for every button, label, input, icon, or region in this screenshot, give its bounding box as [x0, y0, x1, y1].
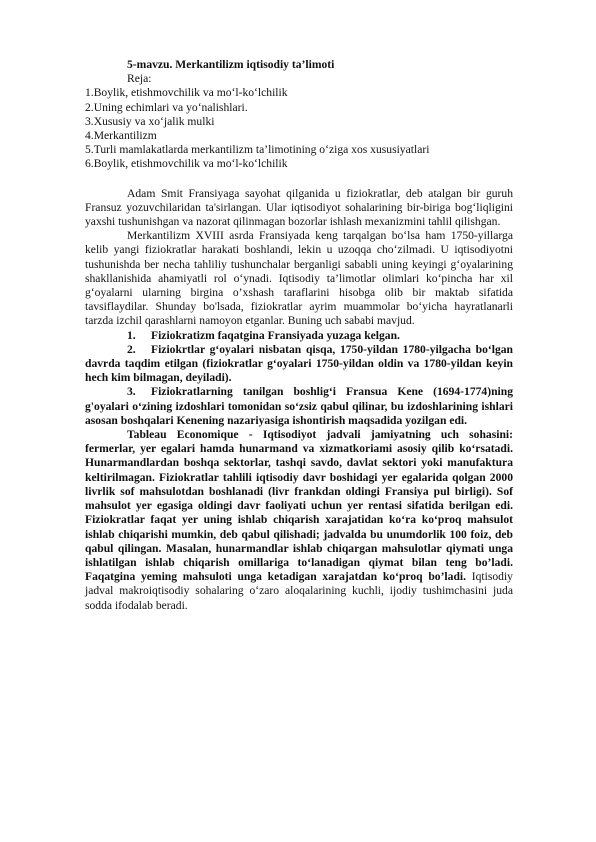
- reason-text: Fiziokratizm faqatgina Fransiyada yuzaga kelgan.: [151, 328, 400, 342]
- paragraph-intro: Adam Smit Fransiyaga sayohat qilganida u fiziokratlar, deb atalgan bir guruh Fransuz yozuvchilaridan ta'sirlangan. Ular iqtisodiyot sohalarining bir-biriga bog‘liqligini yaxshi tushunishgan va nazorat qilinmagan bozorlar ishlash mexanizmini tahlil qilishgan.: [85, 186, 513, 229]
- reason-item: [85, 343, 513, 386]
- reason-text: Fiziokratlarning tanilgan boshlig‘i Fransua Kene (1694-1774)ning g'oyalari o‘zining izdoshlari tomonidan so‘zsiz qabul qilinar, bu izdoshlarining ishlari asosan boshqalari Kenening nazariyasiga ishontirish maqsadida yozilgan edi.: [85, 385, 513, 427]
- reason-item: [85, 385, 513, 428]
- paragraph-tableau: [85, 428, 513, 613]
- reason-item: [85, 329, 513, 343]
- reason-number: 3.: [127, 385, 136, 399]
- plan-item: 6.Boylik, etishmovchilik va mo‘l-ko‘lchilik: [85, 157, 288, 171]
- tableau-normal-text: Iqtisodiy jadval makroiqtisodiy sohalaring o‘zaro aloqalarining kuchli, ijodiy tushimchasini juda sodda ifodalab beradi.: [85, 570, 513, 612]
- reason-text: Fiziokrtlar g‘oyalari nisbatan qisqa, 1750-yildan 1780-yilgacha bo‘lgan davrda taqdim etilgan (fiziokratlar g‘oyalari 1750-yildan oldin va 1780-yildan keyin hech kim bilmagan, deyiladi).: [85, 342, 513, 385]
- plan-heading: Reja:: [127, 72, 152, 86]
- reason-number: 2.: [127, 342, 136, 356]
- reason-number: 1.: [127, 328, 136, 342]
- plan-list: [85, 86, 513, 171]
- tableau-bold-text: Tableau Economique - Iqtisodiyot jadvali jamiyatning uch sohasini: fermerlar, yer egalari hamda hunarmand va xizmatkoriami asosiy qilib ko‘rsatadi. Hunarmandlardan boshqa sektorlar, tashqi savdo, davlat sektori yoki manufaktura keltirilmagan. Fiziokratlar tahlili iqtisodiy davr boshidagi yer egalarida qolgan 2000 livrlik sof mahsulotdan boshlanadi (livr frankdan oldingi Fransiya pul birligi). Sof mahsulot yer egasiga oldingi davr faoliyati uchun yer rentasi sifatida berilgan edi. Fiziokratlar faqat yer uning ishlab chiqarish xarajatidan ko‘ra ko‘proq mahsulot ishlab chiqarishi mumkin, deb qabul qilishadi; jadvalda bu unumdorlik 100 foiz, deb qabul qilingan. Masalan, hunarmandlar ishlab chiqargan mahsulotlar qiymati unga ishlatilgan ishlab chiqarish omillariga to‘lanadigan qiymat bilan teng bo’ladi. Faqatgina yeming mahsuloti unga ketadigan xarajatdan ko‘proq bo’ladi.: [85, 428, 513, 584]
- plan-item: 1.Boylik, etishmovchilik va mo‘l-ko‘lchilik: [85, 86, 288, 100]
- document-title: 5-mavzu. Merkantilizm iqtisodiy ta’limoti: [127, 58, 335, 71]
- document-page: [85, 58, 513, 613]
- plan-item: 3.Xususiy va xo‘jalik mulki: [85, 114, 215, 128]
- paragraph-mercantilism: Merkantilizm XVIII asrda Fransiyada keng tarqalgan bo‘lsa ham 1750-yillarga kelib yangi fiziokratlar harakati boshlandi, lekin u uzoqqa cho‘zilmadi. U iqtisodiyotni tushunishda ber necha tahliliy tushunchalar berganligi sababli uning keyingi g‘oyalarining shakllanishida ahamiyatli rol o‘ynadi. Iqtisodiy ta’limotlar olimlari ko‘pincha har xil g‘oyalarni ularning birgina o’xshash taraflarini hisobga olib bir maktab sifatida tavsiflaydilar. Shunday bo'lsada, fiziokratlar ayrim muammolar bo‘yicha hayratlanarli tarzda izchil qarashlarni namoyon etganlar. Buning uch sababi mavjud.: [85, 229, 513, 328]
- plan-item: 5.Turli mamlakatlarda merkantilizm ta’limotining o‘ziga xos xususiyatlari: [85, 143, 430, 157]
- spacer: [85, 172, 513, 187]
- plan-item: 4.Merkantilizm: [85, 129, 157, 143]
- plan-item: 2.Uning echimlari va yo‘nalishlari.: [85, 100, 248, 114]
